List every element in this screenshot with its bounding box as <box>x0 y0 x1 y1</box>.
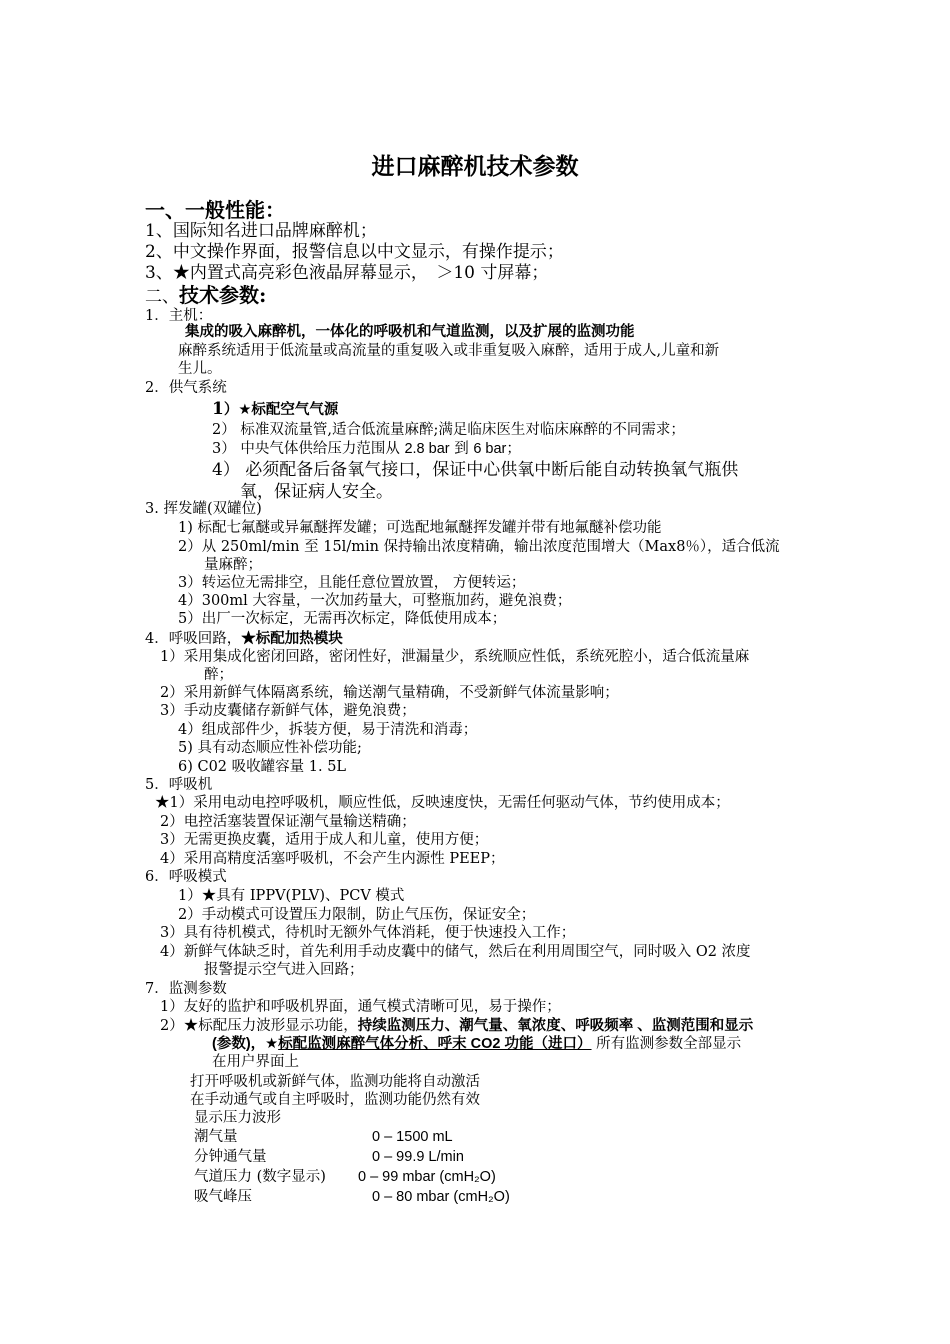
gas-label: 2．供气系统 <box>145 380 227 396</box>
general-item-2: 2、中文操作界面，报警信息以中文显示，有操作提示； <box>145 242 564 262</box>
monitor-para-3: 显示压力波形 <box>194 1110 281 1126</box>
gas-item-1-num: 1 <box>212 399 224 419</box>
monitor-item-2-line1 <box>160 1017 753 1036</box>
circuit-item-3: 3）手动皮囊储存新鲜气体，避免浪费； <box>160 703 416 719</box>
section-heading-prefix: 二、 <box>145 287 179 307</box>
gas-item-3-a: 3） 中央气体供给压力范围从 <box>212 441 405 457</box>
gas-item-3-c: 到 <box>449 441 474 457</box>
monitor-para-2: 在手动通气或自主呼吸时，监测功能仍然有效 <box>190 1092 480 1108</box>
monitor-label: 7．监测参数 <box>145 981 227 997</box>
gas-item-1-text: ）★标配空气气源 <box>223 402 339 418</box>
monitor-item-2-d: 标配监测麻醉气体分析、呼末 CO2 功能（进口） <box>278 1036 592 1052</box>
param-row <box>194 1168 794 1187</box>
monitor-item-2-e: 所有监测参数全部显示 <box>591 1036 742 1052</box>
monitor-item-2-c: (参数)，★ <box>212 1036 279 1052</box>
ventilator-item-1: ★1）采用电动电控呼吸机，顺应性低，反映速度快，无需任何驱动气体，节约使用成本； <box>155 795 730 811</box>
circuit-item-1-line2: 醉； <box>204 667 233 683</box>
circuit-item-5: 5) 具有动态顺应性补偿功能; <box>178 740 362 756</box>
vaporizer-item-2-line2: 量麻醉； <box>204 557 262 573</box>
gas-item-4-line1: 4） 必须配备后备氧气接口，保证中心供氧中断后能自动转换氧气瓶供 <box>212 460 739 480</box>
circuit-label-b: ★标配加热模块 <box>241 630 343 647</box>
gas-item-3-e: ； <box>506 441 521 457</box>
circuit-label-a: 4．呼吸回路， <box>145 631 242 647</box>
vaporizer-item-2-line1: 2）从 250ml/min 至 15l/min 保持输出浓度精确，输出浓度范围增大（Max8％），适合低流 <box>178 539 780 555</box>
gas-item-3-b: 2.8 bar <box>404 441 450 457</box>
param-row <box>194 1148 794 1167</box>
mode-label: 6．呼吸模式 <box>145 869 227 885</box>
vaporizer-label: 3. 挥发罐(双罐位) <box>145 501 262 517</box>
mode-item-1: 1）★具有 IPPV(PLV)、PCV 模式 <box>178 888 405 904</box>
section-heading-tech <box>145 283 266 308</box>
section-heading-general: 一、一般性能： <box>145 198 285 222</box>
vaporizer-item-1: 1) 标配七氟醚或异氟醚挥发罐；可选配地氟醚挥发罐并带有地氟醚补偿功能 <box>178 520 662 536</box>
section-heading-rest: 技术参数: <box>179 283 267 307</box>
param-name: 气道压力 (数字显示) <box>194 1169 326 1185</box>
host-label: 1．主机： <box>145 308 213 324</box>
monitor-item-1: 1）友好的监护和呼吸机界面，通气模式清晰可见，易于操作； <box>160 999 561 1015</box>
vaporizer-item-5: 5）出厂一次标定，无需再次标定，降低使用成本； <box>178 611 507 627</box>
param-range: 0 – 1500 mL <box>372 1129 453 1145</box>
vaporizer-item-4: 4）300ml 大容量，一次加药量大，可整瓶加药，避免浪费； <box>178 593 572 609</box>
mode-item-4-line1: 4）新鲜气体缺乏时，首先利用手动皮囊中的储气，然后在利用周围空气，同时吸入 O2 浓度 <box>160 944 751 960</box>
ventilator-item-2: 2）电控活塞装置保证潮气量输送精确； <box>160 814 416 830</box>
gas-item-4-line2: 氧，保证病人安全。 <box>240 482 393 502</box>
host-desc-1: 麻醉系统适用于低流量或高流量的重复吸入或非重复吸入麻醉，适用于成人,儿童和新 <box>178 343 720 359</box>
monitor-item-2-line2 <box>212 1035 741 1054</box>
ventilator-label: 5．呼吸机 <box>145 777 213 793</box>
param-name: 吸气峰压 <box>194 1189 252 1205</box>
mode-item-2: 2）手动模式可设置压力限制，防止气压伤，保证安全； <box>178 907 536 923</box>
vaporizer-item-3: 3）转运位无需排空，且能任意位置放置， 方便转运； <box>178 575 526 591</box>
monitor-item-2-line3: 在用户界面上 <box>212 1054 299 1070</box>
general-item-1: 1、国际知名进口品牌麻醉机； <box>145 221 377 241</box>
param-row <box>194 1188 794 1207</box>
circuit-item-6: 6) C02 吸收罐容量 1. 5L <box>178 759 347 775</box>
monitor-item-2-b: 持续监测压力、潮气量、氧浓度、呼吸频率 、监测范围和显示 <box>357 1018 754 1034</box>
mode-item-3: 3）具有待机模式，待机时无额外气体消耗，便于快速投入工作； <box>160 925 576 941</box>
param-range: 0 – 80 mbar (cmH₂O) <box>372 1189 510 1205</box>
monitor-para-1: 打开呼吸机或新鲜气体，监测功能将自动激活 <box>190 1074 480 1090</box>
circuit-item-1-line1: 1）采用集成化密闭回路，密闭性好，泄漏量少，系统顺应性低，系统死腔小，适合低流量麻 <box>160 649 750 665</box>
param-name: 分钟通气量 <box>194 1149 267 1165</box>
host-bold-desc: 集成的吸入麻醉机，一体化的呼吸机和气道监测，以及扩展的监测功能 <box>185 324 635 340</box>
monitor-item-2-a: 2）★标配压力波形显示功能， <box>160 1018 358 1034</box>
gas-item-1 <box>212 400 338 420</box>
param-row <box>194 1128 794 1147</box>
param-range: 0 – 99 mbar (cmH₂O) <box>358 1169 496 1185</box>
mode-item-4-line2: 报警提示空气进入回路； <box>204 962 364 978</box>
host-desc-2: 生儿。 <box>178 361 222 377</box>
page-title: 进口麻醉机技术参数 <box>371 153 579 180</box>
gas-item-3-d: 6 bar <box>473 441 507 457</box>
gas-item-3 <box>212 440 521 459</box>
gas-item-2: 2） 标准双流量管,适合低流量麻醉;满足临床医生对临床麻醉的不同需求； <box>212 422 685 438</box>
param-range: 0 – 99.9 L/min <box>372 1149 464 1165</box>
circuit-item-4: 4）组成部件少，拆装方便，易于清洗和消毒； <box>178 722 478 738</box>
param-name: 潮气量 <box>194 1129 238 1145</box>
general-item-3: 3、★内置式高亮彩色液晶屏幕显示， ＞10 寸屏幕； <box>145 263 549 283</box>
circuit-label <box>145 629 343 649</box>
circuit-item-2: 2）采用新鲜气体隔离系统，输送潮气量精确，不受新鲜气体流量影响； <box>160 685 619 701</box>
ventilator-item-4: 4）采用高精度活塞呼吸机，不会产生内源性 PEEP； <box>160 851 505 867</box>
ventilator-item-3: 3）无需更换皮囊，适用于成人和儿童，使用方便； <box>160 832 489 848</box>
